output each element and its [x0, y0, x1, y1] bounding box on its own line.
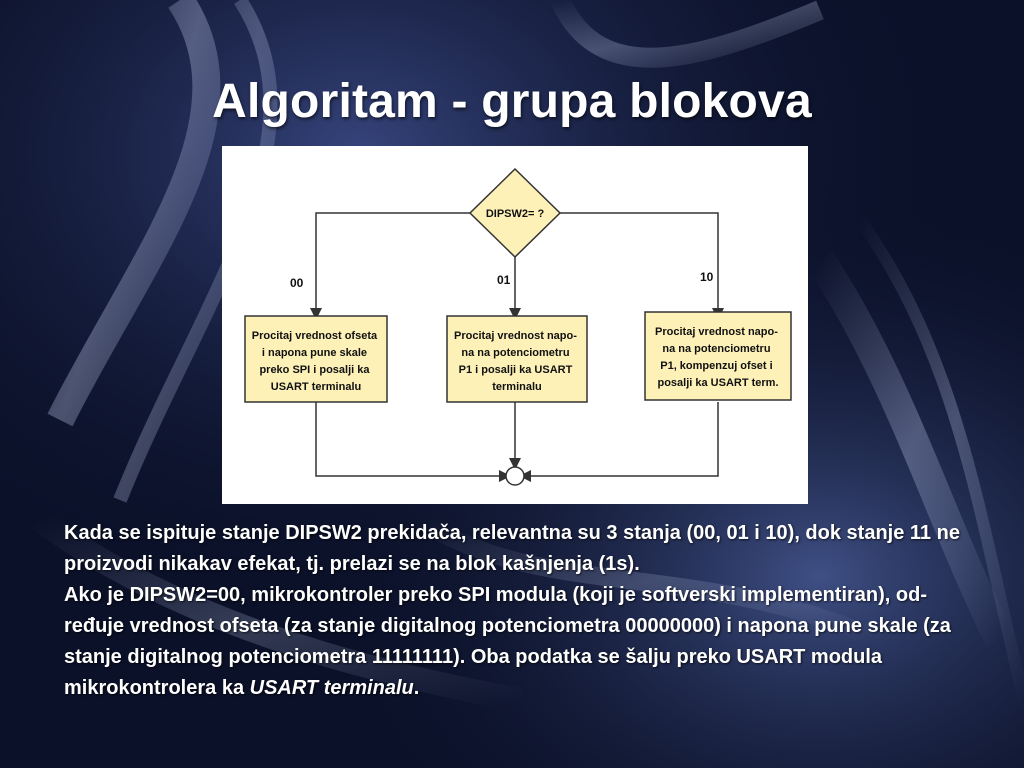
process-box-01	[447, 316, 587, 402]
box-00-line-2: i napona pune skale	[261, 347, 368, 359]
box-10-line-1: Procitaj vrednost napo-	[655, 326, 778, 338]
branch-label-00: 00	[290, 276, 304, 290]
box-10-line-4: posalji ka USART term.	[657, 377, 779, 389]
flowchart-diagram	[222, 146, 808, 504]
merge-node	[506, 467, 524, 485]
paragraph-2-end: .	[413, 677, 420, 699]
paragraph-2-main: Ako je DIPSW2=00, mikrokontroler preko SPI modula (koji je softverski implementiran), od-ređuje vrednost ofseta (za stanje digitalnog potenciometra 00000000) i napona pune skale (za stanje digitalnog potenciometra 11111111). Oba podatka se šalju preko USART modula mikrokontrolera ka	[64, 584, 951, 699]
slide-title: Algoritam - grupa blokova	[212, 75, 812, 128]
paragraph-1: Kada se ispituje stanje DIPSW2 prekidača, relevantna su 3 stanja (00, 01 i 10), dok stanje 11 ne proizvodi nikakav efekat, tj. prelazi se na blok kašnjenja (1s).	[64, 522, 960, 575]
branch-label-10: 10	[700, 270, 714, 284]
box-01-line-4: terminalu	[492, 381, 542, 393]
branch-label-01: 01	[497, 273, 511, 287]
box-10-line-3: P1, kompenzuj ofset i	[660, 360, 773, 372]
decision-diamond	[470, 169, 560, 257]
box-10-line-2: na na potenciometru	[662, 343, 771, 355]
box-00-line-4: USART terminalu	[270, 381, 362, 393]
paragraph-2	[64, 580, 964, 704]
process-box-10	[645, 312, 791, 400]
box-00-line-3: preko SPI i posalji ka	[259, 364, 370, 376]
box-01-line-3: P1 i posalji ka USART	[458, 364, 573, 376]
box-01-line-2: na na potenciometru	[461, 347, 570, 359]
box-01-line-1: Procitaj vrednost napo-	[454, 330, 577, 342]
decision-label: DIPSW2= ?	[485, 208, 545, 220]
slide-body	[64, 518, 964, 704]
box-00-line-1: Procitaj vrednost ofseta	[251, 330, 378, 342]
paragraph-2-italic: USART terminalu	[249, 677, 414, 699]
process-box-00	[245, 316, 387, 402]
